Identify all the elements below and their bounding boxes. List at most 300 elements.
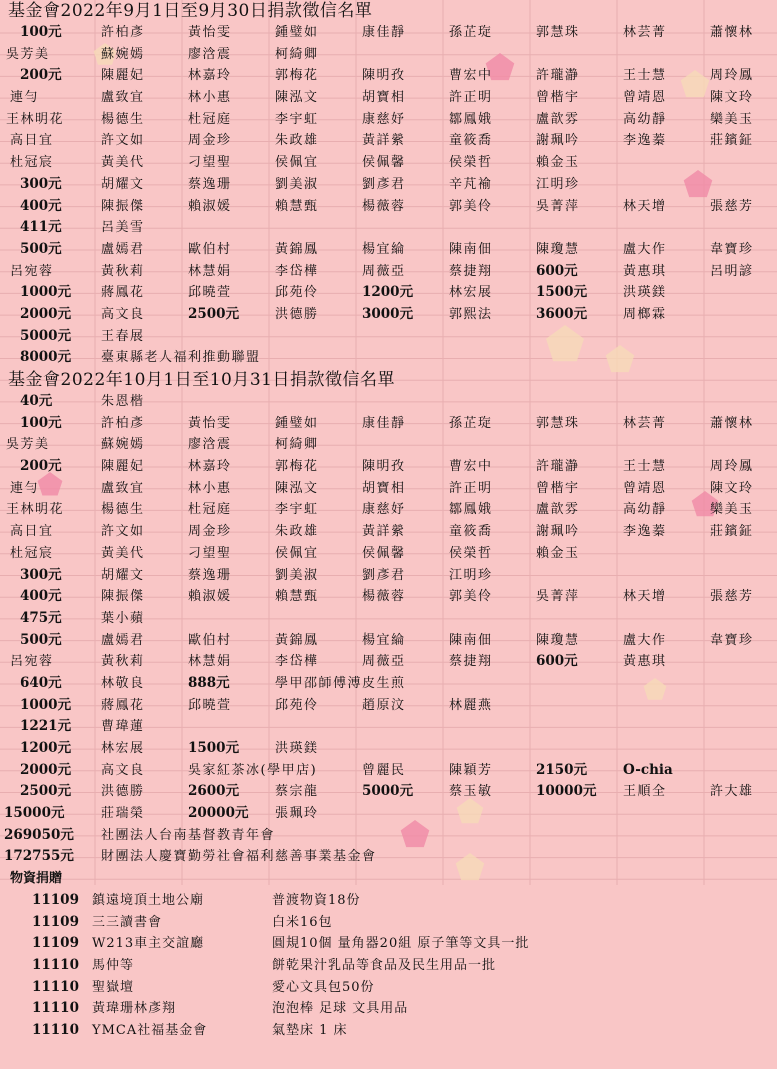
table-row xyxy=(0,347,777,369)
materials-row xyxy=(0,933,777,955)
donor-cell: 陳明孜 xyxy=(362,459,406,475)
donor-cell: 莊鑌鉦 xyxy=(710,133,754,149)
donor-cell: 林麗燕 xyxy=(449,697,493,713)
donor-cell: 林小惠 xyxy=(188,90,232,106)
donor-cell: 柯綺卿 xyxy=(275,46,319,62)
donor-cell xyxy=(356,391,443,413)
donor-cell: 許正明 xyxy=(449,90,493,106)
donor-cell xyxy=(704,152,777,174)
donor-cell: 陳南佃 xyxy=(449,241,493,257)
table-row xyxy=(0,760,777,782)
table-row xyxy=(0,651,777,673)
materials-row xyxy=(0,912,777,934)
donor-cell: 陳泓文 xyxy=(275,480,319,496)
donor-cell: 曹瑋蓮 xyxy=(101,719,145,735)
donor-cell xyxy=(704,695,777,717)
donor-cell: 林慧娟 xyxy=(188,654,232,670)
donor-cell xyxy=(704,304,777,326)
donor-cell: 趙原汶 xyxy=(362,697,406,713)
donor-cell xyxy=(617,543,704,565)
materials-org: 馬仲等 xyxy=(92,957,135,973)
table-row xyxy=(0,478,777,500)
donor-cell xyxy=(617,803,704,825)
materials-item: 白米16包 xyxy=(272,914,333,930)
amount-cell: 3000元 xyxy=(362,305,414,322)
donor-cell xyxy=(443,716,530,738)
amount-cell: 400元 xyxy=(20,197,62,214)
amount-cell: O-chia xyxy=(623,761,673,778)
donor-cell xyxy=(269,326,356,348)
donor-cell xyxy=(704,391,777,413)
donor-cell: 李宇虹 xyxy=(275,111,319,127)
donor-cell: 洪瑛鎂 xyxy=(275,741,319,756)
donor-cell xyxy=(617,326,704,348)
amount-cell: 300元 xyxy=(20,175,62,192)
donor-cell xyxy=(530,803,617,825)
donor-cell: 王林明花 xyxy=(6,502,65,518)
table-row xyxy=(0,152,777,174)
donor-cell: 曾楷宇 xyxy=(536,90,580,106)
donor-cell xyxy=(704,174,777,196)
donor-cell: 高日宜 xyxy=(10,524,54,540)
donor-cell: 周玲鳳 xyxy=(710,459,754,475)
donor-cell xyxy=(356,434,443,456)
donor-cell: 曾靖恩 xyxy=(623,480,667,496)
donor-cell xyxy=(617,152,704,174)
donor-cell xyxy=(530,565,617,587)
donor-cell: 江明珍 xyxy=(536,176,580,192)
amount-cell: 2000元 xyxy=(20,305,72,322)
donor-cell: 吳菁萍 xyxy=(536,589,580,605)
donor-cell: 楊宜綸 xyxy=(362,241,406,257)
donor-cell xyxy=(704,217,777,239)
table-row xyxy=(0,716,777,738)
table-row xyxy=(0,87,777,109)
donor-cell: 杜冠宸 xyxy=(10,155,54,171)
donor-cell: 廖浛震 xyxy=(188,46,232,62)
materials-item: 普渡物資18份 xyxy=(272,892,361,908)
table-row xyxy=(0,738,777,760)
materials-date: 11110 xyxy=(32,978,79,995)
table-row xyxy=(0,846,777,868)
donor-cell: 杜冠宸 xyxy=(10,545,54,561)
table-row xyxy=(0,543,777,565)
donor-cell xyxy=(530,434,617,456)
donor-cell: 張慈芳 xyxy=(710,589,754,605)
donor-cell xyxy=(182,217,269,239)
donor-cell xyxy=(443,391,530,413)
donor-cell: 黃惠琪 xyxy=(623,263,667,279)
donor-cell: 王順全 xyxy=(623,784,667,800)
donor-cell xyxy=(704,608,777,630)
amount-cell: 2000元 xyxy=(20,761,72,778)
donor-cell xyxy=(704,760,777,782)
amount-cell: 1000元 xyxy=(20,284,72,301)
donor-cell: 侯佩宜 xyxy=(275,155,319,171)
donor-cell: 王春展 xyxy=(101,328,145,344)
donor-cell: 邱曉萱 xyxy=(188,697,232,713)
table-row xyxy=(0,239,777,261)
donor-cell xyxy=(530,391,617,413)
table-row xyxy=(0,217,777,239)
donor-cell: 張珮玲 xyxy=(275,806,319,822)
donor-cell xyxy=(704,738,777,760)
donor-cell: 盧歆雰 xyxy=(536,502,580,518)
donor-cell: 欒美玉 xyxy=(710,502,754,518)
donor-cell: 盧致宜 xyxy=(101,480,145,496)
table-row xyxy=(0,174,777,196)
donor-cell: 楊薇蓉 xyxy=(362,589,406,605)
donor-cell: 胡耀文 xyxy=(101,567,145,583)
donor-cell: 鍾璧如 xyxy=(275,25,319,40)
donor-cell: 社團法人台南基督教青年會 xyxy=(101,827,276,843)
donor-cell: 刁望聖 xyxy=(188,545,232,561)
donor-cell: 盧嫣君 xyxy=(101,632,145,648)
amount-cell: 200元 xyxy=(20,67,62,84)
donor-cell: 王士慧 xyxy=(623,68,667,84)
donor-cell xyxy=(704,326,777,348)
donor-cell: 郭美伶 xyxy=(449,198,493,214)
donor-cell: 邱苑伶 xyxy=(275,697,319,713)
donor-cell: 康佳靜 xyxy=(362,25,406,40)
donor-cell: 林嘉玲 xyxy=(188,459,232,475)
donor-cell xyxy=(443,434,530,456)
donor-cell: 李逸蓁 xyxy=(623,133,667,149)
donor-cell: 周金珍 xyxy=(188,133,232,149)
donor-cell: 蔡捷翔 xyxy=(449,263,493,279)
amount-cell: 1221元 xyxy=(20,718,72,735)
donor-cell: 賴淑媛 xyxy=(188,198,232,214)
table-row xyxy=(0,44,777,66)
materials-date: 11109 xyxy=(32,891,79,908)
amount-cell: 5000元 xyxy=(362,783,414,800)
donor-cell: 康慈妤 xyxy=(362,111,406,127)
amount-cell: 40元 xyxy=(20,393,53,409)
donor-cell: 童筱喬 xyxy=(449,524,493,540)
donor-cell: 歐伯村 xyxy=(188,241,232,257)
donor-cell: 郭慧珠 xyxy=(536,25,580,40)
table-row xyxy=(0,456,777,478)
donor-cell: 林敬良 xyxy=(101,675,145,691)
donor-cell: 邱曉萱 xyxy=(188,285,232,301)
section-title-1: 基金會2022年10月1日至10月31日捐款徵信名單 xyxy=(8,370,395,390)
table-row xyxy=(0,499,777,521)
donor-cell xyxy=(530,608,617,630)
donor-cell xyxy=(443,217,530,239)
donor-cell: 周薇亞 xyxy=(362,263,406,279)
donor-cell xyxy=(356,326,443,348)
donor-cell: 郭梅花 xyxy=(275,68,319,84)
donor-cell: 陳文玲 xyxy=(710,90,754,106)
table-row xyxy=(0,608,777,630)
materials-org: 黃瑋珊林彥翔 xyxy=(92,1001,177,1017)
donor-cell: 韋寶珍 xyxy=(710,632,754,648)
amount-cell: 10000元 xyxy=(536,783,597,800)
amount-cell: 2600元 xyxy=(188,783,240,800)
amount-cell: 411元 xyxy=(20,219,62,236)
donor-cell: 吳菁萍 xyxy=(536,198,580,214)
materials-date: 11110 xyxy=(32,1021,79,1038)
materials-org: W213車主交誼廳 xyxy=(92,936,205,952)
donor-cell: 吳芳美 xyxy=(6,46,50,62)
donor-cell: 蔡逸珊 xyxy=(188,176,232,192)
table-row xyxy=(0,434,777,456)
donor-cell: 周金珍 xyxy=(188,524,232,540)
donor-cell: 盧大作 xyxy=(623,632,667,648)
table-row xyxy=(0,326,777,348)
donor-cell xyxy=(182,716,269,738)
donor-cell: 林慧娟 xyxy=(188,263,232,279)
table-row xyxy=(0,109,777,131)
donor-cell: 黃秋莉 xyxy=(101,654,145,670)
donor-cell: 張慈芳 xyxy=(710,198,754,214)
donor-cell: 陳麗妃 xyxy=(101,459,145,475)
donor-cell: 李逸蓁 xyxy=(623,524,667,540)
donor-cell: 廖浛震 xyxy=(188,437,232,453)
materials-org: YMCA社福基金會 xyxy=(92,1022,208,1038)
donor-cell: 劉美淑 xyxy=(275,567,319,583)
amount-cell: 2500元 xyxy=(188,305,240,322)
donor-cell: 曹宏中 xyxy=(449,68,493,84)
donor-cell: 吳芳美 xyxy=(6,437,50,453)
donor-cell: 周玲鳳 xyxy=(710,68,754,84)
donor-cell: 童筱喬 xyxy=(449,133,493,149)
materials-date: 11110 xyxy=(32,1000,79,1017)
donor-cell xyxy=(617,217,704,239)
donor-cell: 胡寶相 xyxy=(362,480,406,496)
amount-cell: 8000元 xyxy=(20,349,72,366)
donor-cell xyxy=(356,803,443,825)
donor-cell: 侯榮哲 xyxy=(449,155,493,171)
donor-cell: 孫芷琁 xyxy=(449,25,493,40)
donor-cell: 高幼靜 xyxy=(623,111,667,127)
table-row xyxy=(0,565,777,587)
donor-cell: 莊瑞榮 xyxy=(101,806,145,822)
donor-cell: 李岱樺 xyxy=(275,263,319,279)
amount-cell: 475元 xyxy=(20,609,62,626)
table-row xyxy=(0,803,777,825)
donor-cell xyxy=(530,716,617,738)
donor-cell: 朱恩楷 xyxy=(101,394,145,409)
donor-cell xyxy=(704,543,777,565)
donor-cell: 賴金玉 xyxy=(536,545,580,561)
amount-cell: 100元 xyxy=(20,24,62,40)
donor-cell: 許大雄 xyxy=(710,784,754,800)
donor-cell xyxy=(617,391,704,413)
donor-cell xyxy=(617,434,704,456)
donor-cell: 蔡宗龍 xyxy=(275,784,319,800)
donor-cell: 蔡捷翔 xyxy=(449,654,493,670)
donor-cell: 孫芷琁 xyxy=(449,415,493,431)
donor-cell: 楊德生 xyxy=(101,111,145,127)
donor-cell: 曹宏中 xyxy=(449,459,493,475)
donor-cell xyxy=(530,695,617,717)
table-row xyxy=(0,673,777,695)
donor-cell: 鍾璧如 xyxy=(275,415,319,431)
donor-cell xyxy=(443,803,530,825)
donor-cell xyxy=(182,326,269,348)
donor-cell: 呂宛蓉 xyxy=(10,263,54,279)
amount-cell: 500元 xyxy=(20,631,62,648)
donor-cell: 連勻 xyxy=(10,480,40,496)
donor-cell: 洪德勝 xyxy=(275,306,319,322)
donor-cell: 陳瓊慧 xyxy=(536,241,580,257)
donor-cell xyxy=(704,651,777,673)
donor-cell: 賴慧甄 xyxy=(275,198,319,214)
donor-cell: 陳瓊慧 xyxy=(536,632,580,648)
donor-cell xyxy=(443,738,530,760)
donor-cell: 許瓏瀞 xyxy=(536,68,580,84)
donor-cell: 周榔霖 xyxy=(623,306,667,322)
donor-cell xyxy=(269,391,356,413)
donor-cell: 蘇婉嫣 xyxy=(101,46,145,62)
donor-cell xyxy=(269,608,356,630)
donor-cell: 鄒鳳娥 xyxy=(449,111,493,127)
materials-item: 圓規10個 量角器20組 原子筆等文具一批 xyxy=(272,936,530,952)
donor-cell: 林宏展 xyxy=(449,285,493,301)
donor-cell: 許文如 xyxy=(101,524,145,540)
amount-cell: 172755元 xyxy=(4,848,74,865)
amount-cell: 1200元 xyxy=(20,740,72,756)
donor-cell: 曾靖恩 xyxy=(623,90,667,106)
donor-cell: 莊鑌鉦 xyxy=(710,524,754,540)
donor-cell xyxy=(530,326,617,348)
donor-cell: 蔣鳳花 xyxy=(101,285,145,301)
donor-cell: 林天增 xyxy=(623,589,667,605)
amount-cell: 5000元 xyxy=(20,327,72,344)
amount-cell: 1000元 xyxy=(20,696,72,713)
donor-cell xyxy=(530,738,617,760)
section-title-0: 基金會2022年9月1日至9月30日捐款徵信名單 xyxy=(8,1,373,21)
table-row xyxy=(0,261,777,283)
materials-date: 11109 xyxy=(32,913,79,930)
donor-cell xyxy=(617,174,704,196)
donor-cell: 黃錦鳳 xyxy=(275,632,319,648)
donor-cell: 陳振傑 xyxy=(101,589,145,605)
table-row xyxy=(0,22,777,44)
donor-cell: 吳家紅茶冰(學甲店) xyxy=(188,762,318,778)
amount-cell: 2150元 xyxy=(536,761,588,778)
donor-cell: 黃詳縈 xyxy=(362,524,406,540)
materials-org: 三三讀書會 xyxy=(92,914,163,930)
donor-cell: 高日宜 xyxy=(10,133,54,149)
donor-cell: 王林明花 xyxy=(6,111,65,127)
donor-cell: 陳明孜 xyxy=(362,68,406,84)
donor-cell xyxy=(617,695,704,717)
materials-date: 11109 xyxy=(32,935,79,952)
donor-cell: 邱苑伶 xyxy=(275,285,319,301)
donor-cell: 連勻 xyxy=(10,90,40,106)
amount-cell: 300元 xyxy=(20,566,62,583)
donor-cell xyxy=(530,44,617,66)
donor-cell: 陳穎芳 xyxy=(449,762,493,778)
donor-cell xyxy=(704,716,777,738)
donor-cell: 郭熙法 xyxy=(449,306,493,322)
donor-cell: 陳文玲 xyxy=(710,480,754,496)
materials-heading: 物資捐贈 xyxy=(10,871,63,887)
donor-cell: 許柏彥 xyxy=(101,415,145,431)
table-row xyxy=(0,304,777,326)
donor-cell xyxy=(704,803,777,825)
donor-cell xyxy=(617,44,704,66)
donor-cell: 林小惠 xyxy=(188,480,232,496)
donor-cell: 黃錦鳳 xyxy=(275,241,319,257)
table-row xyxy=(0,130,777,152)
donor-cell: 盧致宜 xyxy=(101,90,145,106)
donor-cell: 盧歆雰 xyxy=(536,111,580,127)
donor-cell: 鄒鳳娥 xyxy=(449,502,493,518)
donor-cell: 黃美代 xyxy=(101,545,145,561)
donor-cell: 康佳靜 xyxy=(362,415,406,431)
donor-cell: 蔣鳳花 xyxy=(101,697,145,713)
table-row xyxy=(0,521,777,543)
donor-cell: 林宏展 xyxy=(101,741,145,756)
donor-cell: 李岱樺 xyxy=(275,654,319,670)
donor-cell: 朱政雄 xyxy=(275,133,319,149)
donor-cell: 蘇婉嫣 xyxy=(101,437,145,453)
donor-cell: 柯綺卿 xyxy=(275,437,319,453)
donor-cell: 洪德勝 xyxy=(101,784,145,800)
materials-item: 氣墊床 1 床 xyxy=(272,1022,348,1038)
amount-cell: 1500元 xyxy=(188,740,240,756)
donor-cell: 呂明諺 xyxy=(710,263,754,279)
amount-cell: 3600元 xyxy=(536,305,588,322)
table-row xyxy=(0,413,777,435)
donor-cell: 胡耀文 xyxy=(101,176,145,192)
donor-cell: 王士慧 xyxy=(623,459,667,475)
donor-cell xyxy=(617,565,704,587)
donor-cell xyxy=(182,608,269,630)
donor-cell: 葉小蘋 xyxy=(101,610,145,626)
donor-cell: 林芸菁 xyxy=(623,25,667,40)
table-row xyxy=(0,586,777,608)
donor-cell: 郭梅花 xyxy=(275,459,319,475)
donor-cell xyxy=(617,716,704,738)
donor-cell: 林芸菁 xyxy=(623,415,667,431)
donor-cell: 高幼靜 xyxy=(623,502,667,518)
materials-row xyxy=(0,890,777,912)
amount-cell: 400元 xyxy=(20,588,62,605)
donor-cell: 侯佩馨 xyxy=(362,155,406,171)
materials-org: 鎮遠境頂土地公廟 xyxy=(92,892,205,908)
donor-cell: 呂宛蓉 xyxy=(10,654,54,670)
materials-item: 泡泡棒 足球 文具用品 xyxy=(272,1001,409,1017)
donor-cell xyxy=(443,44,530,66)
donor-cell: 郭美伶 xyxy=(449,589,493,605)
donor-cell: 韋寶珍 xyxy=(710,241,754,257)
donor-cell xyxy=(617,608,704,630)
table-row xyxy=(0,196,777,218)
amount-cell: 600元 xyxy=(536,653,578,670)
donor-cell: 陳泓文 xyxy=(275,90,319,106)
donor-cell xyxy=(704,44,777,66)
donor-cell xyxy=(704,565,777,587)
materials-row xyxy=(0,977,777,999)
donor-cell xyxy=(704,282,777,304)
donor-cell: 許瓏瀞 xyxy=(536,459,580,475)
amount-cell: 100元 xyxy=(20,414,62,431)
amount-cell: 888元 xyxy=(188,674,230,691)
donor-cell: 歐伯村 xyxy=(188,632,232,648)
materials-item: 愛心文具包50份 xyxy=(272,979,375,995)
donor-cell: 陳振傑 xyxy=(101,198,145,214)
donor-cell: 臺東縣老人福利推動聯盟 xyxy=(101,350,261,366)
donor-cell: 呂美雪 xyxy=(101,220,145,236)
donor-cell: 劉美淑 xyxy=(275,176,319,192)
amount-cell: 1200元 xyxy=(362,284,414,301)
donor-cell xyxy=(443,608,530,630)
donor-cell: 林嘉玲 xyxy=(188,68,232,84)
